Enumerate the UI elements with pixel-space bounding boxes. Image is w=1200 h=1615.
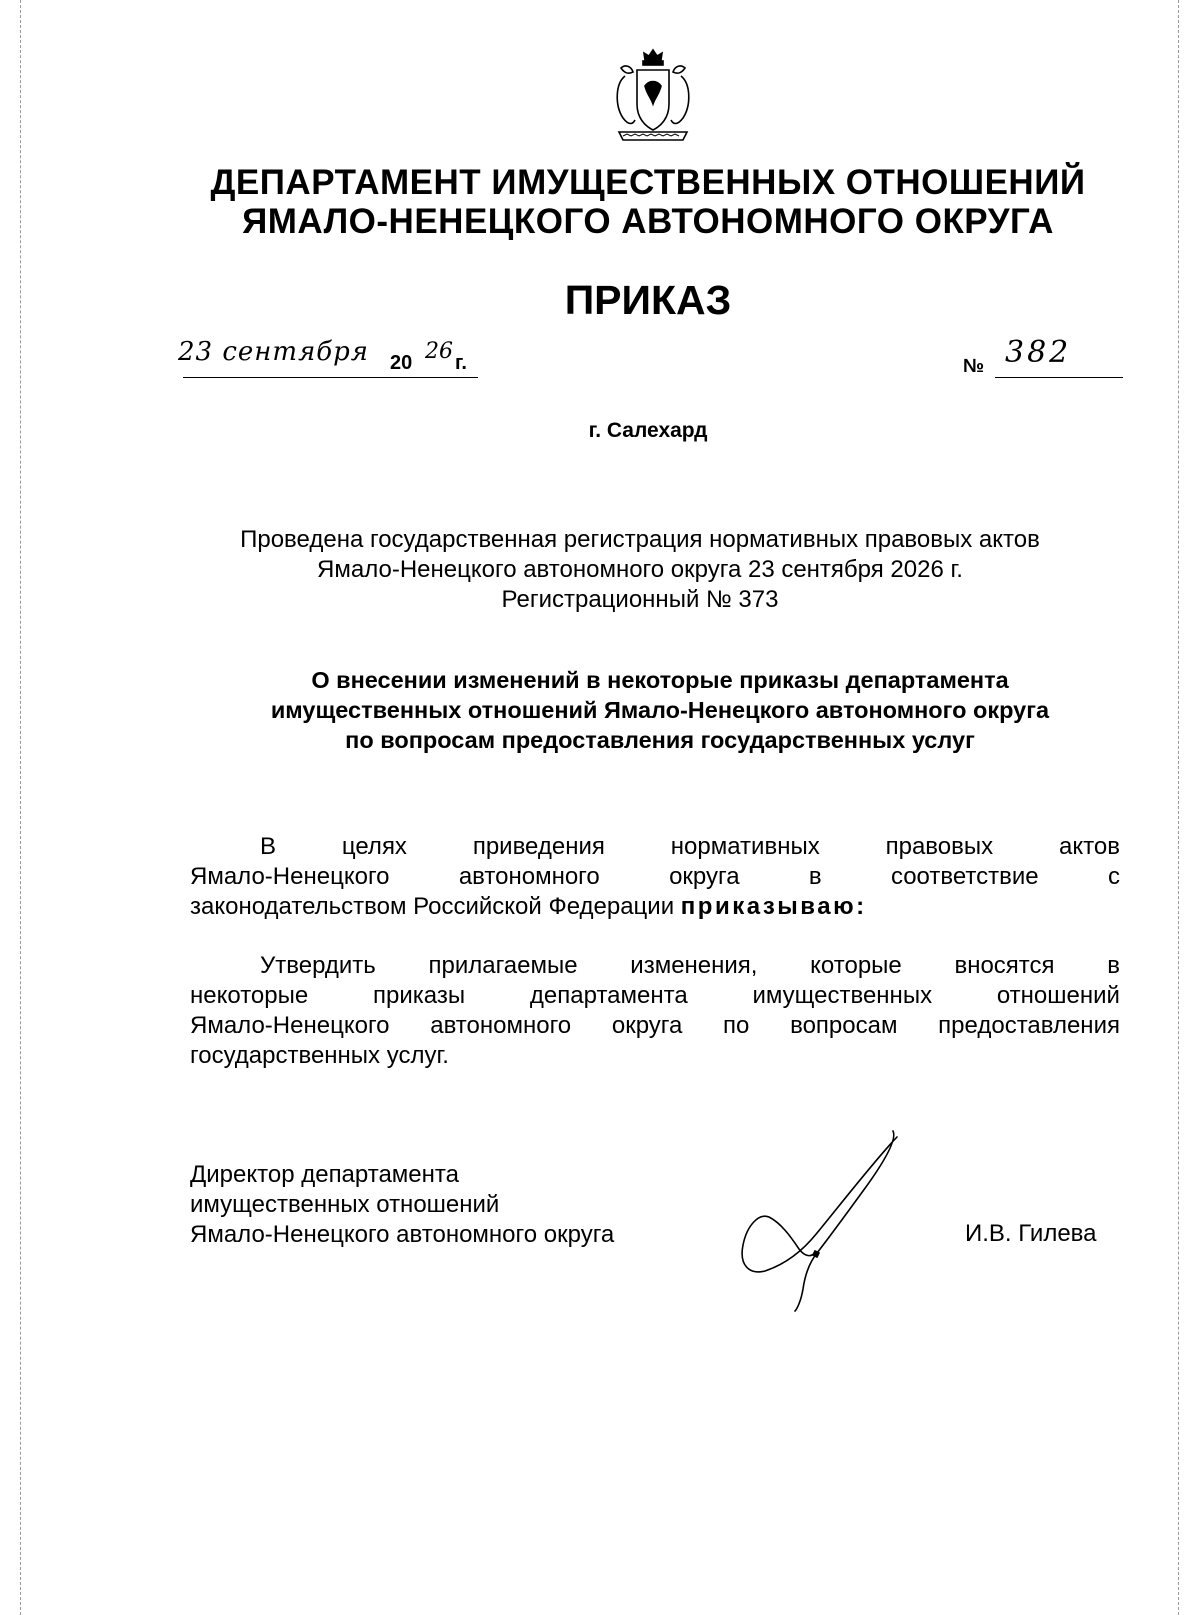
word: автономного — [458, 863, 600, 890]
word: Ямало-Ненецкого — [190, 1012, 390, 1039]
scan-edge-right — [1178, 0, 1179, 1615]
order-keyword: приказываю: — [680, 893, 867, 920]
signatory-title — [190, 1160, 614, 1250]
word: В — [260, 833, 277, 860]
city: г. Салехард — [588, 419, 708, 442]
word: в — [1107, 952, 1120, 979]
line-text: законодательством Российской Федерации — [190, 893, 675, 920]
last-line: государственных услуг. — [190, 1042, 449, 1069]
word: Утвердить — [260, 952, 376, 979]
justified-line — [190, 981, 1120, 1011]
word: с — [1107, 863, 1120, 890]
justified-line — [190, 862, 1120, 892]
number-label: № — [963, 356, 985, 377]
word: департамента — [529, 982, 688, 1009]
document-subject — [160, 665, 1160, 755]
word: некоторые — [190, 982, 309, 1009]
subject-line: имущественных отношений Ямало-Ненецкого автономного округа — [270, 697, 1050, 723]
last-line — [190, 892, 1120, 922]
preamble-paragraph — [190, 832, 1120, 922]
word: имущественных — [752, 982, 933, 1009]
registration-line: Проведена государственная регистрация нормативных правовых актов — [240, 526, 1040, 553]
word: округа — [611, 1012, 683, 1039]
justified-line — [190, 1011, 1120, 1041]
date-century: 20 — [390, 352, 413, 374]
signatory-title-line: Ямало-Ненецкого автономного округа — [190, 1221, 615, 1248]
handwritten-number: 382 — [1005, 335, 1072, 370]
date-underline — [183, 377, 478, 378]
number-underline — [995, 377, 1123, 378]
handwritten-date: 23 сентября — [178, 337, 370, 367]
registration-note — [150, 525, 1130, 615]
department-name-line1: ДЕПАРТАМЕНТ ИМУЩЕСТВЕННЫХ ОТНОШЕНИЙ — [210, 163, 1086, 202]
registration-line: Регистрационный № 373 — [501, 586, 779, 613]
subject-line: О внесении изменений в некоторые приказы департамента — [311, 667, 1009, 693]
word: актов — [1059, 833, 1120, 860]
date-suffix: г. — [455, 352, 467, 374]
signatory-title-line: Директор департамента — [190, 1161, 459, 1188]
word: в — [808, 863, 822, 890]
department-name-line2: ЯМАЛО-НЕНЕЦКОГО АВТОНОМНОГО ОКРУГА — [242, 202, 1054, 241]
word: целях — [341, 833, 407, 860]
signatory-title-line: имущественных отношений — [190, 1191, 500, 1218]
justified-line — [190, 832, 1120, 862]
word: предоставления — [938, 1012, 1120, 1039]
word: вопросам — [790, 1012, 898, 1039]
document-type: ПРИКАЗ — [564, 277, 732, 323]
word: прилагаемые — [428, 952, 578, 979]
registration-line: Ямало-Ненецкого автономного округа 23 сентября 2026 г. — [317, 556, 963, 583]
word: соответствие — [890, 863, 1039, 890]
word: приказы — [373, 982, 466, 1009]
word: автономного — [430, 1012, 572, 1039]
word: нормативных — [670, 833, 820, 860]
subject-line: по вопросам предоставления государственных услуг — [345, 727, 975, 753]
word: изменения, — [630, 952, 758, 979]
justified-line — [190, 951, 1120, 981]
coat-of-arms-icon — [611, 46, 695, 150]
word: правовых — [885, 833, 994, 860]
word: отношений — [996, 982, 1120, 1009]
handwritten-year: 26 — [425, 339, 453, 364]
word: которые — [810, 952, 902, 979]
word: округа — [669, 863, 740, 890]
word: вносятся — [954, 952, 1055, 979]
scan-edge-left — [20, 0, 21, 1615]
word: по — [723, 1012, 750, 1039]
signatory-name: И.В. Гилева — [965, 1220, 1097, 1247]
order-paragraph — [190, 951, 1120, 1071]
word: приведения — [472, 833, 605, 860]
word: Ямало-Ненецкого — [190, 863, 390, 890]
handwritten-signature-icon — [735, 1125, 930, 1315]
